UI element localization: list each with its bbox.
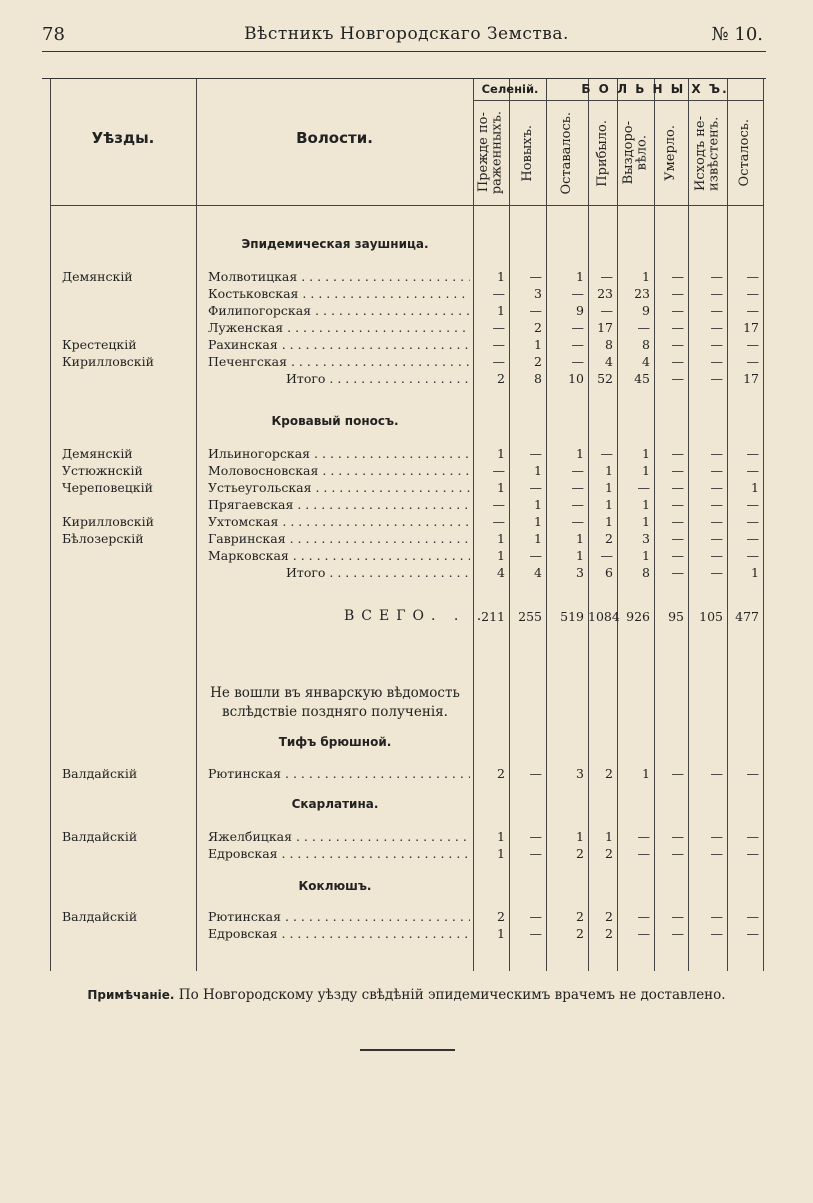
cell-value: 8	[605, 337, 613, 352]
cell-value: 9	[576, 303, 584, 318]
table-row	[50, 496, 764, 513]
section-title: Скарлатина.	[291, 797, 379, 811]
table-row	[50, 302, 764, 319]
cell-value: 2	[534, 354, 542, 369]
cell-value: —	[746, 829, 759, 844]
cell-value: —	[710, 337, 723, 352]
section-title: Коклюшъ.	[298, 879, 372, 893]
cell-value: —	[710, 480, 723, 495]
cell-value: —	[571, 497, 584, 512]
column-header-label: Прежде по- раженныхъ.	[476, 111, 505, 195]
cell-value: 477	[735, 609, 759, 624]
cell-value: —	[637, 909, 650, 924]
cell-value: —	[746, 269, 759, 284]
table-row	[50, 828, 764, 845]
cell-value: 1	[534, 497, 542, 512]
section-title: Эпидемическая заушница.	[241, 237, 429, 251]
cell-value: —	[710, 565, 723, 580]
cell-value: 8	[642, 565, 650, 580]
cell-value: —	[671, 926, 684, 941]
cell-value: 1	[534, 514, 542, 529]
table-row	[50, 285, 764, 302]
uezd-name: Валдайскій	[62, 766, 138, 781]
cell-value: 1	[497, 303, 505, 318]
column-header	[588, 103, 617, 203]
cell-value: 95	[668, 609, 684, 624]
cell-value: —	[571, 463, 584, 478]
page-number: 78	[42, 24, 65, 45]
cell-value: 1	[534, 463, 542, 478]
header-bolnyh: Б О Л Ь Н Ы Х Ъ.	[581, 82, 729, 96]
cell-value: —	[600, 548, 613, 563]
header-volosti: Волости.	[296, 129, 373, 147]
cell-value: 2	[497, 909, 505, 924]
cell-value: —	[710, 286, 723, 301]
cell-value: 1	[605, 514, 613, 529]
section-title: Тифъ брюшной.	[278, 735, 392, 749]
total-row	[50, 564, 764, 581]
volost-name: Рютинская . . .	[208, 765, 470, 782]
table-row	[50, 479, 764, 496]
volost-name: Ильиногорская . . .	[208, 445, 470, 462]
footnote	[0, 987, 813, 1003]
cell-value: 2	[576, 926, 584, 941]
cell-value: —	[671, 909, 684, 924]
table-row	[50, 319, 764, 336]
uezd-name: Демянскій	[62, 269, 133, 284]
cell-value: 2	[605, 909, 613, 924]
volost-name: Устьеугольская . . .	[208, 479, 470, 496]
cell-value: —	[529, 766, 542, 781]
footnote-label: Примѣчаніе.	[87, 988, 175, 1002]
column-header-label: Исходъ не- извѣстенъ.	[692, 115, 722, 191]
cell-value: 2	[576, 909, 584, 924]
cell-value: 1	[497, 829, 505, 844]
cell-value: —	[529, 926, 542, 941]
column-header-label: Прибыло.	[594, 119, 610, 187]
cell-value: —	[746, 286, 759, 301]
cell-value: —	[492, 320, 505, 335]
header-rule	[42, 51, 766, 52]
cell-value: —	[746, 514, 759, 529]
cell-value: 1	[576, 531, 584, 546]
cell-value: —	[529, 548, 542, 563]
cell-value: 1	[642, 514, 650, 529]
cell-value: 8	[534, 371, 542, 386]
cell-value: —	[746, 337, 759, 352]
column-header-label: Умерло.	[663, 125, 679, 181]
volost-name: Рахинская . . .	[208, 336, 470, 353]
cell-value: 1	[605, 829, 613, 844]
cell-value: —	[671, 371, 684, 386]
uezd-name: Устюжнскій	[62, 463, 143, 478]
table-row	[50, 268, 764, 285]
cell-value: 1	[751, 480, 759, 495]
cell-value: —	[637, 320, 650, 335]
cell-value: —	[492, 497, 505, 512]
column-header	[617, 103, 654, 203]
uezd-name: Демянскій	[62, 446, 133, 461]
column-header	[546, 103, 588, 203]
grand-total-label: ВСЕГО. . .	[344, 608, 489, 624]
cell-value: —	[710, 371, 723, 386]
cell-value: —	[746, 548, 759, 563]
cell-value: —	[710, 531, 723, 546]
volost-name: Едровская . . .	[208, 845, 470, 862]
cell-value: —	[746, 766, 759, 781]
cell-value: 9	[642, 303, 650, 318]
column-header	[473, 103, 509, 203]
header-uezdy: Уѣзды.	[91, 129, 155, 147]
header-seleniy: Селеній.	[481, 82, 539, 96]
cell-value: 2	[534, 320, 542, 335]
cell-value: 52	[597, 371, 613, 386]
cell-value: —	[571, 354, 584, 369]
epidemic-table	[50, 79, 764, 971]
cell-value: —	[671, 463, 684, 478]
cell-value: 1	[497, 548, 505, 563]
cell-value: —	[600, 303, 613, 318]
seleniy-underline	[473, 100, 547, 101]
total-label: Итого . . .	[286, 564, 470, 581]
volost-name: Марковская . . .	[208, 547, 470, 564]
header-bottom-rule	[50, 205, 764, 206]
cell-value: 2	[605, 846, 613, 861]
cell-value: —	[746, 354, 759, 369]
cell-value: 1	[497, 269, 505, 284]
bolnyh-underline	[546, 100, 764, 101]
cell-value: —	[671, 548, 684, 563]
cell-value: 1	[534, 531, 542, 546]
uezd-name: Кирилловскій	[62, 354, 154, 369]
volost-name: Печенгская . . .	[208, 353, 470, 370]
table-row	[50, 462, 764, 479]
cell-value: —	[710, 320, 723, 335]
cell-value: 8	[642, 337, 650, 352]
volost-name: Моловосновская . . .	[208, 462, 470, 479]
cell-value: 3	[534, 286, 542, 301]
cell-value: —	[746, 497, 759, 512]
cell-value: 255	[518, 609, 542, 624]
cell-value: 211	[481, 609, 505, 624]
cell-value: —	[671, 320, 684, 335]
cell-value: —	[710, 514, 723, 529]
cell-value: —	[671, 303, 684, 318]
column-header-label: Выздоро- вѣло.	[620, 121, 650, 185]
cell-value: 2	[576, 846, 584, 861]
cell-value: 2	[497, 371, 505, 386]
cell-value: 10	[568, 371, 584, 386]
cell-value: —	[746, 446, 759, 461]
cell-value: —	[671, 480, 684, 495]
table-row	[50, 530, 764, 547]
cell-value: —	[671, 846, 684, 861]
cell-value: 4	[497, 565, 505, 580]
uezd-name: Валдайскій	[62, 829, 138, 844]
cell-value: 17	[743, 371, 759, 386]
cell-value: —	[710, 269, 723, 284]
cell-value: —	[571, 337, 584, 352]
column-header	[654, 103, 688, 203]
cell-value: 926	[626, 609, 650, 624]
cell-value: 2	[497, 766, 505, 781]
late-entries-note: Не вошли въ январскую вѣдомость вслѣдствіе поздняго полученія.	[210, 685, 460, 720]
cell-value: 1	[497, 926, 505, 941]
cell-value: 1	[534, 337, 542, 352]
cell-value: —	[710, 846, 723, 861]
cell-value: —	[529, 846, 542, 861]
cell-value: 2	[605, 766, 613, 781]
cell-value: —	[710, 829, 723, 844]
total-label: Итого . . .	[286, 370, 470, 387]
cell-value: —	[492, 354, 505, 369]
cell-value: 3	[576, 565, 584, 580]
cell-value: 17	[597, 320, 613, 335]
cell-value: —	[529, 829, 542, 844]
volost-name: Рютинская . . .	[208, 908, 470, 925]
cell-value: 1	[576, 829, 584, 844]
cell-value: —	[746, 303, 759, 318]
column-header	[509, 103, 546, 203]
cell-value: —	[746, 926, 759, 941]
uezd-name: Валдайскій	[62, 909, 138, 924]
cell-value: 3	[642, 531, 650, 546]
table-row	[50, 845, 764, 862]
cell-value: —	[671, 829, 684, 844]
cell-value: —	[637, 846, 650, 861]
cell-value: —	[671, 269, 684, 284]
cell-value: —	[571, 320, 584, 335]
cell-value: 1	[605, 463, 613, 478]
cell-value: 519	[560, 609, 584, 624]
table-row	[50, 445, 764, 462]
cell-value: 1	[642, 497, 650, 512]
end-rule	[360, 1049, 455, 1051]
cell-value: —	[710, 354, 723, 369]
cell-value: —	[492, 514, 505, 529]
cell-value: —	[671, 531, 684, 546]
cell-value: —	[492, 463, 505, 478]
cell-value: 1	[497, 531, 505, 546]
table-row	[50, 765, 764, 782]
table-row	[50, 547, 764, 564]
cell-value: —	[571, 286, 584, 301]
cell-value: —	[710, 766, 723, 781]
volost-name: Гавринская . . .	[208, 530, 470, 547]
cell-value: 1	[642, 269, 650, 284]
total-row	[50, 370, 764, 387]
grand-total-row	[50, 608, 764, 625]
cell-value: —	[600, 269, 613, 284]
cell-value: 1	[642, 463, 650, 478]
cell-value: 1	[605, 480, 613, 495]
table-row	[50, 336, 764, 353]
cell-value: —	[571, 480, 584, 495]
cell-value: 1	[642, 766, 650, 781]
cell-value: —	[746, 846, 759, 861]
volost-name: Костьковская . . .	[208, 285, 470, 302]
uezd-name: Кирилловскій	[62, 514, 154, 529]
cell-value: 1	[576, 269, 584, 284]
cell-value: 23	[634, 286, 650, 301]
cell-value: 4	[642, 354, 650, 369]
cell-value: —	[710, 926, 723, 941]
column-header-label: Оставалось.	[559, 111, 575, 195]
cell-value: —	[637, 926, 650, 941]
cell-value: 1	[576, 548, 584, 563]
cell-value: 3	[576, 766, 584, 781]
volost-name: Филипогорская . . .	[208, 302, 470, 319]
cell-value: 4	[534, 565, 542, 580]
cell-value: 2	[605, 531, 613, 546]
cell-value: —	[710, 303, 723, 318]
cell-value: —	[600, 446, 613, 461]
cell-value: 23	[597, 286, 613, 301]
cell-value: —	[746, 531, 759, 546]
cell-value: 1	[605, 497, 613, 512]
column-header-label: Новыхъ.	[519, 124, 535, 182]
cell-value: —	[671, 514, 684, 529]
table-row	[50, 513, 764, 530]
issue-number: № 10.	[711, 24, 763, 45]
cell-value: —	[671, 286, 684, 301]
cell-value: —	[710, 548, 723, 563]
cell-value: 105	[699, 609, 723, 624]
cell-value: 1084	[588, 609, 620, 624]
cell-value: —	[671, 766, 684, 781]
column-header-label: Осталось.	[737, 119, 753, 187]
table-row	[50, 925, 764, 942]
cell-value: 1	[751, 565, 759, 580]
cell-value: 2	[605, 926, 613, 941]
cell-value: —	[671, 337, 684, 352]
volost-name: Луженская . . .	[208, 319, 470, 336]
cell-value: —	[637, 480, 650, 495]
cell-value: —	[529, 269, 542, 284]
volost-name: Прягаевская . . .	[208, 496, 470, 513]
section-title: Кровавый поносъ.	[271, 414, 399, 428]
column-header	[727, 103, 763, 203]
journal-title: Вѣстникъ Новгородскаго Земства.	[244, 24, 569, 44]
footnote-text: По Новгородскому уѣзду свѣдѣній эпидемическимъ врачемъ не доставлено.	[178, 987, 726, 1003]
cell-value: —	[637, 829, 650, 844]
cell-value: —	[710, 463, 723, 478]
cell-value: —	[746, 909, 759, 924]
volost-name: Яжелбицкая . . .	[208, 828, 470, 845]
volost-name: Едровская . . .	[208, 925, 470, 942]
cell-value: 45	[634, 371, 650, 386]
uezd-name: Крестецкій	[62, 337, 137, 352]
uezd-name: Бѣлозерскій	[62, 531, 144, 546]
cell-value: —	[671, 446, 684, 461]
cell-value: 1	[642, 548, 650, 563]
cell-value: —	[746, 463, 759, 478]
cell-value: —	[671, 565, 684, 580]
volost-name: Ухтомская . . .	[208, 513, 470, 530]
cell-value: —	[529, 446, 542, 461]
cell-value: 17	[743, 320, 759, 335]
uezd-name: Череповецкій	[62, 480, 153, 495]
cell-value: —	[529, 909, 542, 924]
cell-value: —	[492, 337, 505, 352]
column-header	[688, 103, 727, 203]
cell-value: 1	[497, 446, 505, 461]
table-row	[50, 908, 764, 925]
cell-value: —	[571, 514, 584, 529]
volost-name: Молвотицкая . . .	[208, 268, 470, 285]
running-header	[0, 24, 813, 50]
cell-value: —	[671, 354, 684, 369]
cell-value: —	[710, 497, 723, 512]
cell-value: —	[529, 303, 542, 318]
cell-value: —	[492, 286, 505, 301]
cell-value: 1	[576, 446, 584, 461]
table-row	[50, 353, 764, 370]
cell-value: 1	[642, 446, 650, 461]
cell-value: 4	[605, 354, 613, 369]
cell-value: 1	[497, 846, 505, 861]
cell-value: —	[671, 497, 684, 512]
cell-value: —	[710, 446, 723, 461]
cell-value: —	[529, 480, 542, 495]
cell-value: 6	[605, 565, 613, 580]
cell-value: —	[710, 909, 723, 924]
cell-value: 1	[497, 480, 505, 495]
